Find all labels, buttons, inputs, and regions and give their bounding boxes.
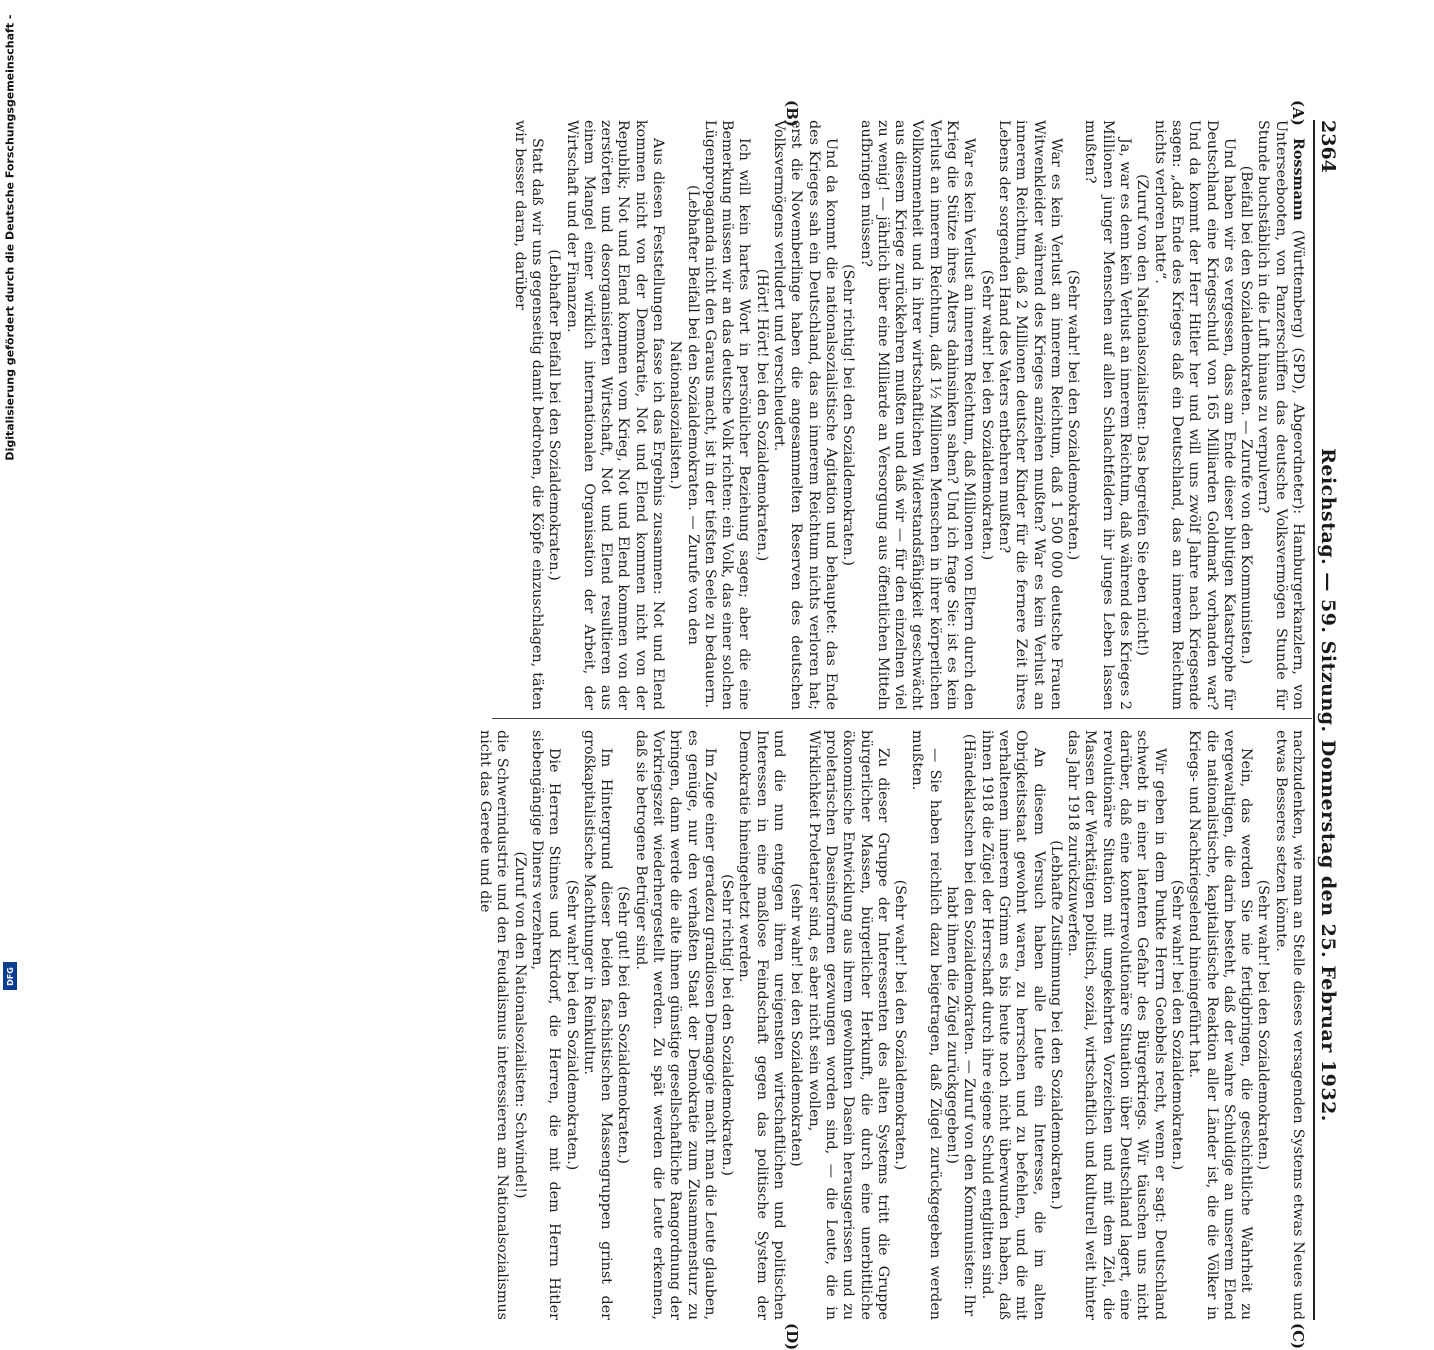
paragraph: nachzudenken, wie man an Stelle dieses versagenden Systems etwas Neues und etwas Besseres setzen könnte. <box>1272 730 1306 1320</box>
interjection: (Sehr wahr! bei den Sozialdemokraten.) <box>1255 879 1272 1171</box>
interjection: (Sehr wahr! bei den Sozialdemokraten.) <box>1065 269 1082 561</box>
column-divider <box>492 718 1312 719</box>
paragraph: Wir geben in dem Punkte Herrn Goebbels recht, wenn er sagt: Deutschland schwebt in einer latenten Gefahr des Bürgerkriegs. Wir täuschen uns nicht darüber, daß eine konterrevolutionäre Situation über Deutschland lagert, eine revolutionäre Situation mit umgekehrten Vorzeichen und mit dem Ziel, die Massen der Werktätigen politisch, sozial, wirtschaftlich und kulturell weit hinter das Jahr 1918 zurückzuwerfen. <box>1065 730 1168 1320</box>
interjection: (Sehr gut! bei den Sozialdemokraten.) <box>615 886 632 1164</box>
paragraph: Statt daß wir uns gegenseitig damit bedrohen, die Köpfe einzuschlagen, täten wir besser daran, darüber <box>511 120 545 710</box>
digitization-credit <box>0 0 22 1000</box>
paragraph: An diesem Versuch haben alle Leute ein Interesse, die im alten Obrigkeitsstaat gewohnt waren, zu herrschen und zu befehlen, und die mit verhaltenem innerem Grimm es bis heute noch nicht überwunden haben, daß ihnen 1918 die Zügel der Herrschaft durch ihre eigene Schuld entglitten sind. <box>978 730 1047 1320</box>
interjection: (Sehr wahr! bei den Sozialdemokraten.) <box>563 879 580 1171</box>
paragraph: Im Hintergrund dieser beiden faschistischen Massengruppen grinst der großkapitalistische Machthunger in Reinkultur. <box>580 730 615 1320</box>
interjection: (Händeklatschen bei den Sozialdemokraten. — Zuruf von den Kommunisten: Ihr habt ihnen die Zügel zurückgegeben!) <box>944 733 978 1317</box>
paragraph: und die nun entgegen ihren ureigensten wirtschaftlichen und politischen Interessen in eine maßlose Feindschaft gegen das politische System der Demokratie hineingehetzt werden. <box>736 730 788 1320</box>
page-title: Reichstag. — 59. Sitzung. Donnerstag den 25. Februar 1932. <box>1317 448 1339 1122</box>
interjection: (Zuruf von den Nationalsozialisten: Das begreifen Sie eben nicht!) <box>1134 174 1151 656</box>
interjection: (Sehr richtig! bei den Sozialdemokraten.) <box>840 264 857 566</box>
header-rule <box>1313 120 1315 1320</box>
interjection: (Sehr wahr! bei den Sozialdemokraten.) <box>1168 879 1185 1171</box>
right-column <box>476 730 1306 1320</box>
dfg-logo-text: DFG <box>5 966 15 986</box>
interjection: (sehr wahr! bei den Sozialdemokraten) <box>788 883 805 1167</box>
paragraph: Ich will kein hartes Wort in persönlicher Beziehung sagen; aber die eine Bemerkung müssen wir an das deutsche Volk richten: ein Volk, das einer solchen Lügenpropaganda nicht den Garaus macht, ist in der tiefsten Seele zu bedauern. <box>701 120 753 710</box>
paragraph: War es kein Verlust an innerem Reichtum, daß 1 500 000 deutsche Frauen Witwenkleider während des Krieges anziehen mußten? War es kein Verlust an innerem Reichtum, daß 2 Millionen deutscher Kinder für die fernere Zeit ihres Lebens der sorgenden Hand des Vaters entbehren mußten? <box>995 120 1064 710</box>
margin-marker-b: (B) <box>783 100 801 127</box>
credit-text: Digitalisierung gefördert durch die Deutsche Forschungsgemeinschaft - <box>3 14 17 461</box>
paragraph: Die Herren Stinnes und Kirdorf, die Herren, die mit dem Herrn Hitler siebengängige Diners verzehren, <box>528 730 563 1320</box>
margin-marker-d: (D) <box>783 1323 801 1350</box>
paragraph: Im Zuge einer geradezu grandiosen Demagogie macht man die Leute glauben, es genüge, nur den verhaßten Staat der Demokratie zum Zusammensturz zu bringen, dann werde die alte ihnen günstige gesellschaftliche Rangordnung der Vorkriegszeit wiederhergestellt werden. Zu spät werden die Leute erkennen, daß sie betrogene Betrüger sind. <box>632 730 718 1320</box>
paragraph: War es kein Verlust an innerem Reichtum, daß Millionen von Eltern durch den Krieg die Stütze ihres Alters dahinsinken sahen? Und ich frage Sie: ist es kein Verlust an innerem Reichtum, daß 1½ Millionen Menschen in ihrer körperlichen Vollkommenheit und in ihrer wirtschaftlichen Widerstandsfähigkeit geschwächt aus diesem Kriege zurückkehren mußten und daß wir — für den einzelnen viel zu wenig! — jährlich über eine Milliarde an Versorgung aus öffentlichen Mitteln aufbringen müssen? <box>857 120 978 710</box>
paragraph: Aus diesen Feststellungen fasse ich das Ergebnis zusammen: Not und Elend kommen nicht von der Demokratie, Not und Elend kommen nicht von der Republik; Not und Elend kommen vom Krieg, Not und Elend kommen von der zerstörten und desorganisierten Wirtschaft, Not und Elend resultieren aus einem Mangel einer wirklich internationalen Organisation der Arbeit, der Wirtschaft und der Finanzen. <box>563 120 667 710</box>
page-header <box>1317 120 1339 1330</box>
paragraph: Und da kommt die nationalsozialistische Agitation und behauptet: das Ende des Krieges sah ein Deutschland, das an innerem Reichtum nichts verloren hat; erst die Novemberlinge haben die angesammelten Reserven des deutschen Volksvermögens verludert und verschleudert. <box>771 120 839 710</box>
dfg-logo <box>3 962 17 990</box>
interjection: (Beifall bei den Sozialdemokraten. — Zurufe von den Kommunisten.) <box>1238 165 1255 665</box>
page-number: 2364 <box>1317 120 1339 173</box>
interjection: (Sehr wahr! bei den Sozialdemokraten.) <box>892 879 909 1171</box>
paragraph <box>1254 120 1306 710</box>
interjection: (Lebhafter Beifall bei den Sozialdemokraten.) <box>546 249 563 581</box>
interjection: (Sehr wahr! bei den Sozialdemokraten.) <box>978 269 995 561</box>
paragraph: — Sie haben reichlich dazu beigetragen, daß Zügel zurückgegeben werden mußten. <box>909 730 943 1320</box>
paragraph: Zu dieser Gruppe der Interessenten des alten Systems tritt die Gruppe bürgerlicher Massen, bürgerlicher Herkunft, die durch eine unerbittliche ökonomische Entwicklung aus ihrem gewohnten Dasein herausgerissen und zu proletarischen Daseinsformen gezwungen worden sind, — die Leute, die in Wirklichkeit Proletarier sind, es aber nicht sein wollen, <box>805 730 891 1320</box>
paragraph-text: (Württemberg) (SPD), Abgeordneter): Hamburgerkanzlern, von Unterseebooten, von Panzerschiffen das deutsche Volksvermögen Stunde für Stunde buchstäblich in die Luft hinaus zu verpulvern? <box>1255 120 1306 711</box>
speaker-name: Rossmann <box>1290 138 1306 221</box>
paragraph: die Schwerindustrie und den Feudalismus interessieren am Nationalsozialismus nicht das Gerede und die <box>477 730 511 1320</box>
interjection: (Zuruf von den Nationalsozialisten: Schwindel!) <box>511 851 528 1199</box>
interjection: (Lebhafter Beifall bei den Sozialdemokraten. — Zurufe von den Nationalsozialisten.) <box>667 185 701 645</box>
margin-marker-a: (A) <box>1289 100 1307 126</box>
interjection: (Hört! Hört! bei den Sozialdemokraten.) <box>753 268 770 562</box>
paragraph: Nein, das werden Sie nie fertigbringen, die geschichtliche Wahrheit zu vergewaltigen, die darin besteht, daß der wahre Schuldige an unserem Elend die nationalistische, kapitalistische Reaktion aller Länder ist, die die Völker in Kriegs- und Nachkriegselend hineingeführt hat. <box>1186 730 1255 1320</box>
interjection: (Sehr richtig! bei den Sozialdemokraten.) <box>719 874 736 1176</box>
paragraph: Ja, war es denn kein Verlust an innerem Reichtum, daß während des Krieges 2 Millionen junger Menschen auf allen Schlachtfeldern ihr junges Leben lassen mußten? <box>1082 120 1134 710</box>
paragraph: Und haben wir es vergessen, dass am Ende dieser blutigen Katastrophe für Deutschland eine Kriegsschuld von 165 Milliarden Goldmark vorhanden war? Und da kommt der Herr Hitler her und will uns zwölf Jahre nach Kriegsende sagen: „daß Ende des Krieges daß ein Deutschland, das an innerem Reichtum nichts verloren hatte“. <box>1151 120 1237 710</box>
left-column <box>510 120 1306 710</box>
margin-marker-c: (C) <box>1289 1323 1307 1350</box>
interjection: (Lebhafte Zustimmung bei den Sozialdemokraten.) <box>1047 840 1064 1210</box>
